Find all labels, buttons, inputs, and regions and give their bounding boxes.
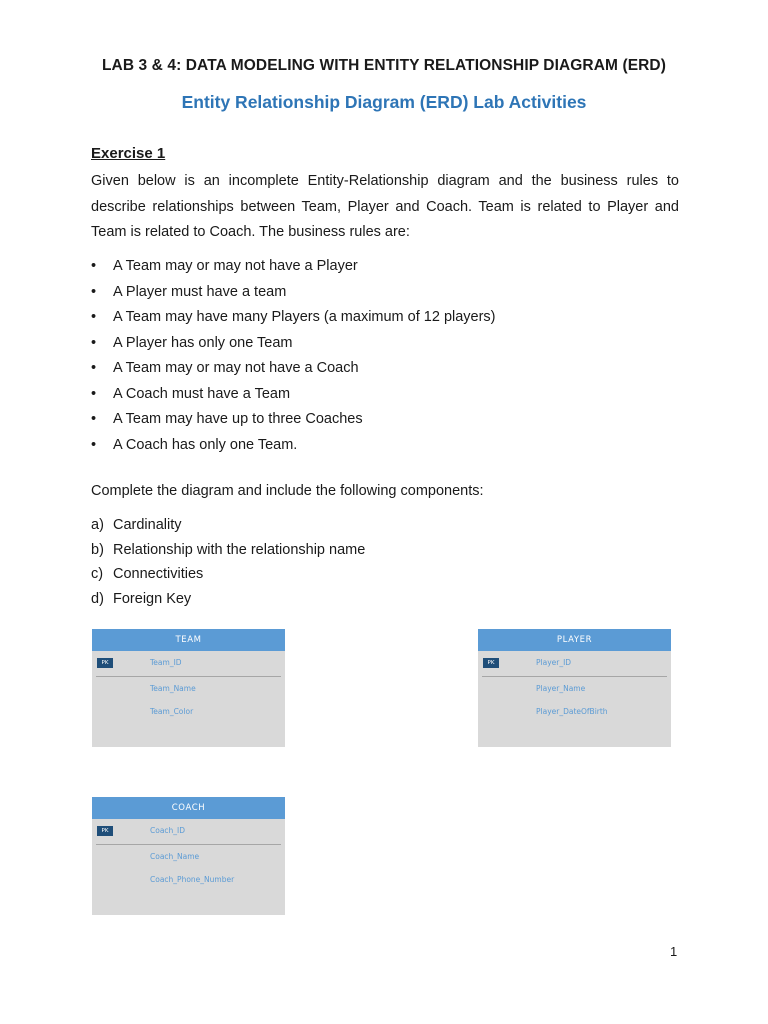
entity-player [478,629,671,747]
component-item [91,538,365,563]
component-text: Relationship with the relationship name [113,541,366,558]
rule-item [91,305,496,331]
pk-divider [482,676,667,677]
entity-player-name: PLAYER [478,629,671,651]
bullet: • [91,309,97,325]
exercise-heading: Exercise 1 [91,145,166,162]
component-letter: a) [91,517,104,533]
page-subtitle: Entity Relationship Diagram (ERD) Lab Activities [181,92,587,112]
component-item [91,562,365,587]
attribute-team-name: Team_Name [150,684,196,693]
bullet: • [91,411,97,427]
component-text: Cardinality [113,517,182,533]
pk-divider [96,844,281,845]
rule-text: A Coach has only one Team. [113,436,298,453]
bullet: • [91,283,97,300]
rule-item [91,356,496,382]
attribute-player-dob: Player_DateOfBirth [536,707,608,716]
entity-coach [92,797,285,915]
lab-title: LAB 3 & 4: DATA MODELING WITH ENTITY RELATIONSHIP DIAGRAM (ERD) [101,57,666,74]
attribute-coach-id: Coach_ID [150,826,186,835]
components-list [91,513,365,611]
attribute-team-id: Team_ID [150,658,182,667]
rule-item [91,382,496,408]
component-letter: c) [91,566,104,582]
rule-item [91,280,496,306]
rule-text: A Player must have a team [113,283,287,300]
component-letter: d) [91,590,104,607]
rule-text: A Team may or may not have a Player [113,258,358,274]
business-rules-list [91,254,496,458]
complete-instruction: Complete the diagram and include the following components: [91,483,484,499]
bullet: • [91,385,97,402]
component-text: Connectivities [113,566,204,582]
rule-text: A Team may have up to three Coaches [113,411,363,427]
pk-badge: PK [97,826,113,836]
rule-text: A Player has only one Team [113,334,293,351]
component-text: Foreign Key [113,590,192,607]
bullet: • [91,258,97,274]
entity-coach-name: COACH [92,797,285,819]
entity-team [92,629,285,747]
page-number: 1 [670,944,678,959]
rule-text: A Team may have many Players (a maximum of 12 players) [113,309,496,325]
pk-badge: PK [97,658,113,668]
component-letter: b) [91,541,104,558]
attribute-team-color: Team_Color [150,707,194,716]
pk-divider [96,676,281,677]
pk-badge: PK [483,658,499,668]
exercise-intro: Given below is an incomplete Entity-Relationship diagram and the business rules to describe relationships between Team, Player and Coach. Team is related to Player and Team is related to Coach. The business rules are: [91,173,679,240]
attribute-coach-phone: Coach_Phone_Number [150,875,235,884]
rule-item [91,331,496,357]
attribute-coach-name: Coach_Name [150,852,200,861]
component-item [91,513,365,538]
bullet: • [91,334,97,351]
rule-text: A Coach must have a Team [113,385,291,402]
rule-text: A Team may or may not have a Coach [113,360,359,376]
attribute-player-id: Player_ID [536,658,572,667]
entity-team-name: TEAM [92,629,285,651]
rule-item [91,254,496,280]
bullet: • [91,360,97,376]
rule-item [91,407,496,433]
rule-item [91,433,496,459]
component-item [91,587,365,612]
bullet: • [91,436,97,453]
attribute-player-name: Player_Name [536,684,586,693]
